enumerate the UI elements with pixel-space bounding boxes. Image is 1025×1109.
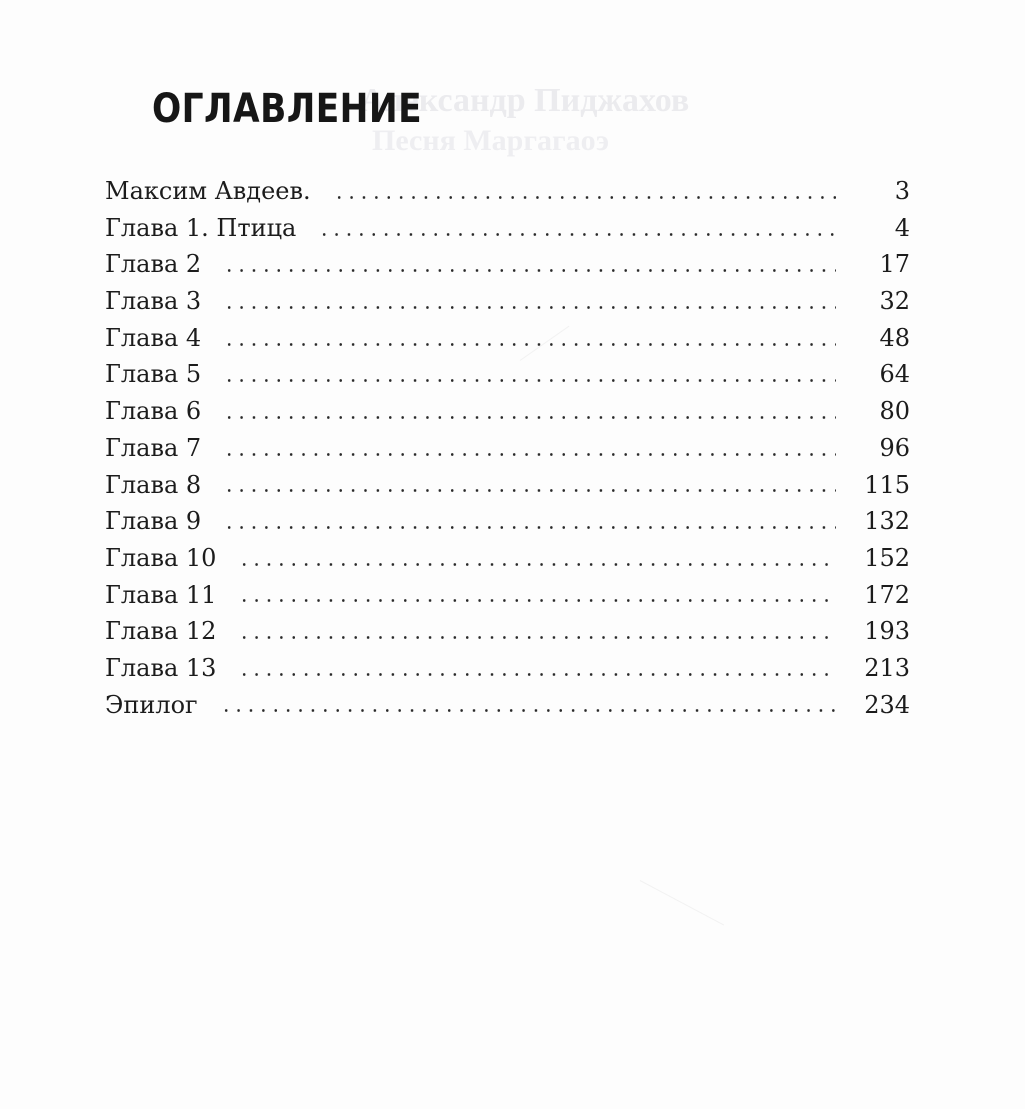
dot-leader (223, 526, 836, 529)
toc-entry-page: 4 (894, 213, 910, 242)
dot-leader (223, 343, 836, 346)
toc-entry-page: 115 (864, 470, 910, 499)
toc-entry (105, 687, 910, 724)
dot-leader (223, 453, 836, 456)
toc-entry-page: 17 (879, 250, 910, 279)
toc-entry-label: Глава 7 (105, 433, 202, 462)
toc-entry-label: Глава 2 (105, 250, 202, 279)
toc-entry (105, 467, 910, 504)
toc-entry-label: Глава 4 (105, 323, 202, 352)
dot-leader (318, 233, 836, 236)
toc-entry-label: Глава 3 (105, 287, 202, 316)
dot-leader (333, 196, 836, 199)
dot-leader (223, 379, 836, 382)
toc-entry (105, 503, 910, 540)
toc-entry-page: 172 (864, 580, 910, 609)
dot-leader (223, 269, 836, 272)
toc-entry-label: Глава 11 (105, 580, 217, 609)
toc-entry (105, 356, 910, 393)
page-title: ОГЛАВЛЕНИЕ (152, 86, 423, 132)
toc-entry-label: Эпилог (105, 690, 198, 719)
toc-entry (105, 430, 910, 467)
toc-entry-page: 32 (879, 287, 910, 316)
toc-entry-page: 193 (864, 617, 910, 646)
toc-entry (105, 613, 910, 650)
toc-entry-page: 64 (879, 360, 910, 389)
dot-leader (238, 636, 836, 639)
toc-entry-label: Глава 12 (105, 617, 217, 646)
bleed-through-title: Песня Маргагаоэ (372, 124, 609, 157)
dot-leader (238, 563, 836, 566)
toc-entry-page: 213 (864, 653, 910, 682)
dot-leader (223, 416, 836, 419)
dot-leader (223, 306, 836, 309)
toc-entry (105, 540, 910, 577)
dot-leader (238, 673, 836, 676)
toc-entry (105, 577, 910, 614)
dot-leader (223, 489, 836, 492)
toc-entry (105, 210, 910, 247)
toc-entry-page: 152 (864, 543, 910, 572)
toc-entry-label: Глава 5 (105, 360, 202, 389)
toc-entry-label: Глава 13 (105, 653, 217, 682)
toc-entry (105, 283, 910, 320)
toc-entry-page: 48 (879, 323, 910, 352)
toc-entry-label: Глава 10 (105, 543, 217, 572)
toc-entry-page: 132 (864, 507, 910, 536)
bleed-through-author: Александр Пиджахов (360, 82, 690, 119)
table-of-contents (105, 173, 910, 723)
toc-entry-page: 3 (894, 177, 910, 205)
toc-entry-label: Глава 9 (105, 507, 202, 536)
paper-crease (640, 880, 724, 925)
toc-entry-label: Глава 6 (105, 397, 202, 426)
toc-entry (105, 320, 910, 357)
toc-entry-label: Глава 1. Птица (105, 213, 297, 242)
toc-entry (105, 246, 910, 283)
toc-entry-page: 234 (864, 690, 910, 719)
toc-entry-label: Глава 8 (105, 470, 202, 499)
dot-leader (220, 709, 836, 712)
toc-entry (105, 173, 910, 210)
dot-leader (238, 599, 836, 602)
toc-entry-page: 80 (879, 397, 910, 426)
toc-entry-page: 96 (879, 433, 910, 462)
toc-entry (105, 393, 910, 430)
toc-entry-label: Максим Авдеев. (105, 177, 311, 205)
toc-entry (105, 650, 910, 687)
